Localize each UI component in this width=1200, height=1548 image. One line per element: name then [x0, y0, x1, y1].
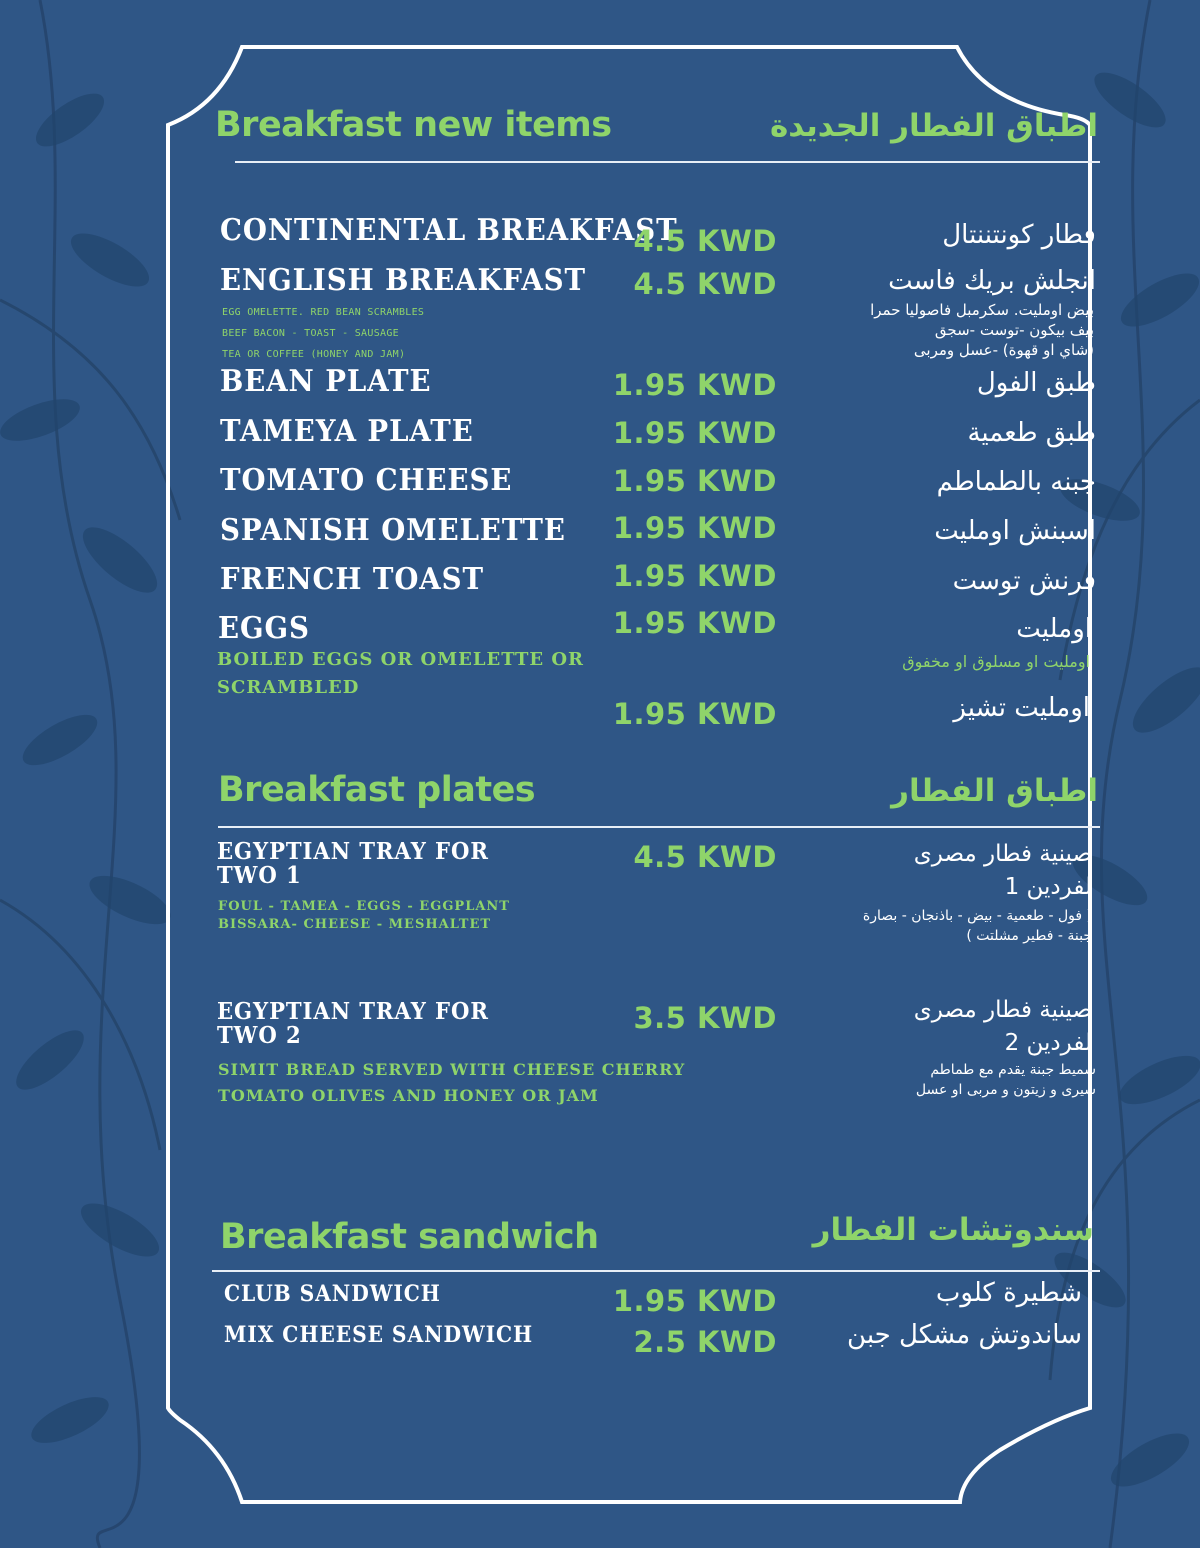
- section-title-sandwich-ar: سندوتشات الفطار: [812, 1212, 1094, 1248]
- item-desc-ar: اومليت او مسلوق او مخفوق: [902, 652, 1090, 671]
- item-desc: [222, 302, 424, 365]
- item-name-ar: طبق الفول: [976, 368, 1096, 398]
- item-name: MIX CHEESE SANDWICH: [224, 1322, 534, 1348]
- item-desc-line: BEEF BACON - TOAST - SAUSAGE: [222, 328, 399, 339]
- item-name-ar-line: صينية فطار مصرى: [913, 841, 1092, 867]
- item-name-ar: انجلش بريك فاست: [888, 266, 1096, 296]
- item-desc-line: TOMATO OLIVES AND HONEY OR JAM: [218, 1086, 599, 1105]
- item-price: 1.95 KWD: [612, 606, 777, 640]
- item-name-ar: اسبنش اومليت: [934, 516, 1096, 546]
- item-name-ar: فطار كونتننتال: [942, 220, 1096, 250]
- item-name: SPANISH OMELETTE: [220, 513, 566, 548]
- item-name-ar: فرنش توست: [952, 566, 1096, 596]
- section-title-sandwich: Breakfast sandwich: [220, 1217, 599, 1257]
- section-title-plates-ar: اطباق الفطار: [891, 773, 1098, 809]
- item-name-line: EGYPTIAN TRAY FOR: [217, 838, 489, 865]
- item-desc-line: BOILED EGGS OR OMELETTE OR: [217, 649, 585, 670]
- item-price: 4.5 KWD: [633, 267, 777, 301]
- item-name: TOMATO CHEESE: [220, 463, 513, 498]
- item-name: ENGLISH BREAKFAST: [220, 263, 586, 298]
- section-divider: [235, 161, 1100, 163]
- section-title-plates: Breakfast plates: [218, 770, 536, 810]
- item-desc-line: EGG OMELETTE. RED BEAN SCRAMBLES: [222, 307, 425, 318]
- item-desc-ar: [870, 300, 1094, 360]
- item-desc-ar: [916, 1060, 1096, 1100]
- item-desc-ar: [863, 906, 1092, 946]
- item-price: 1.95 KWD: [612, 559, 777, 593]
- item-price: 2.5 KWD: [633, 1325, 777, 1359]
- item-name: EGGS: [218, 611, 310, 646]
- item-desc-ar-line: (شاي او قهوة) -عسل ومربى: [913, 341, 1094, 359]
- item-price: 1.95 KWD: [612, 511, 777, 545]
- item-name-ar: اومليت: [1016, 614, 1092, 644]
- section-divider: [218, 826, 1100, 828]
- item-desc-line: SIMIT BREAD SERVED WITH CHEESE CHERRY: [218, 1060, 686, 1079]
- item-desc-ar-line: بيف بيكون -توست -سجق: [934, 321, 1094, 339]
- item-desc-line: TEA OR COFFEE (HONEY AND JAM): [222, 349, 406, 360]
- item-name: TAMEYA PLATE: [220, 414, 474, 449]
- item-price: 1.95 KWD: [612, 368, 777, 402]
- item-desc: [218, 1057, 685, 1109]
- item-desc-line: SCRAMBLED: [217, 677, 360, 698]
- item-name: CLUB SANDWICH: [224, 1281, 441, 1307]
- item-name-ar-line: صينية فطار مصرى: [913, 997, 1092, 1023]
- item-name-ar: طبق طعمية: [967, 418, 1096, 448]
- item-name-ar: [914, 838, 1092, 904]
- item-price: 1.95 KWD: [612, 1284, 777, 1318]
- item-name-line: TWO 2: [217, 1022, 302, 1049]
- item-price: 1.95 KWD: [612, 464, 777, 498]
- item-name-ar: [914, 994, 1092, 1060]
- item-name: [217, 838, 489, 890]
- item-desc-line: BISSARA- CHEESE - MESHALTET: [218, 917, 492, 932]
- item-desc: [218, 898, 510, 934]
- item-name: [217, 998, 489, 1050]
- item-name-ar-line: لفردين 1: [1004, 874, 1092, 900]
- item-price: 1.95 KWD: [612, 697, 777, 731]
- item-name-ar: شطيرة كلوب: [935, 1278, 1082, 1308]
- section-title-new-items: Breakfast new items: [215, 105, 612, 145]
- item-desc-ar-line: ( فول - طعمية - بيض - باذنجان - بصارة: [862, 908, 1092, 924]
- item-desc-ar-line: جبنة - فطير مشلتت ): [966, 928, 1092, 944]
- item-price: 4.5 KWD: [633, 224, 777, 258]
- item-price: 3.5 KWD: [633, 1001, 777, 1035]
- item-desc-ar-line: بيض اومليت. سكرمبل فاصوليا حمرا: [870, 301, 1094, 319]
- item-price: 1.95 KWD: [612, 416, 777, 450]
- section-divider: [212, 1270, 1100, 1272]
- item-desc-ar-line: سميط جبنة يقدم مع طماطم: [930, 1062, 1096, 1078]
- item-name-line: EGYPTIAN TRAY FOR: [217, 998, 489, 1025]
- item-name: CONTINENTAL BREAKFAST: [220, 213, 678, 248]
- item-name-ar: ساندوتش مشكل جبن: [847, 1320, 1082, 1350]
- item-desc-line: FOUL - TAMEA - EGGS - EGGPLANT: [218, 899, 510, 914]
- item-name-ar-line: لفردين 2: [1004, 1030, 1092, 1056]
- item-name: BEAN PLATE: [220, 364, 432, 399]
- item-price: 4.5 KWD: [633, 840, 777, 874]
- item-desc-ar-line: شيرى و زيتون و مربى او عسل: [915, 1082, 1096, 1098]
- section-title-new-items-ar: اطباق الفطار الجديدة: [769, 108, 1098, 144]
- item-name-ar: جبنه بالطماطم: [936, 467, 1096, 497]
- item-name-ar: اومليت تشيز: [953, 693, 1090, 723]
- item-name-line: TWO 1: [217, 862, 302, 889]
- item-name: FRENCH TOAST: [220, 562, 484, 597]
- item-desc: [217, 646, 584, 702]
